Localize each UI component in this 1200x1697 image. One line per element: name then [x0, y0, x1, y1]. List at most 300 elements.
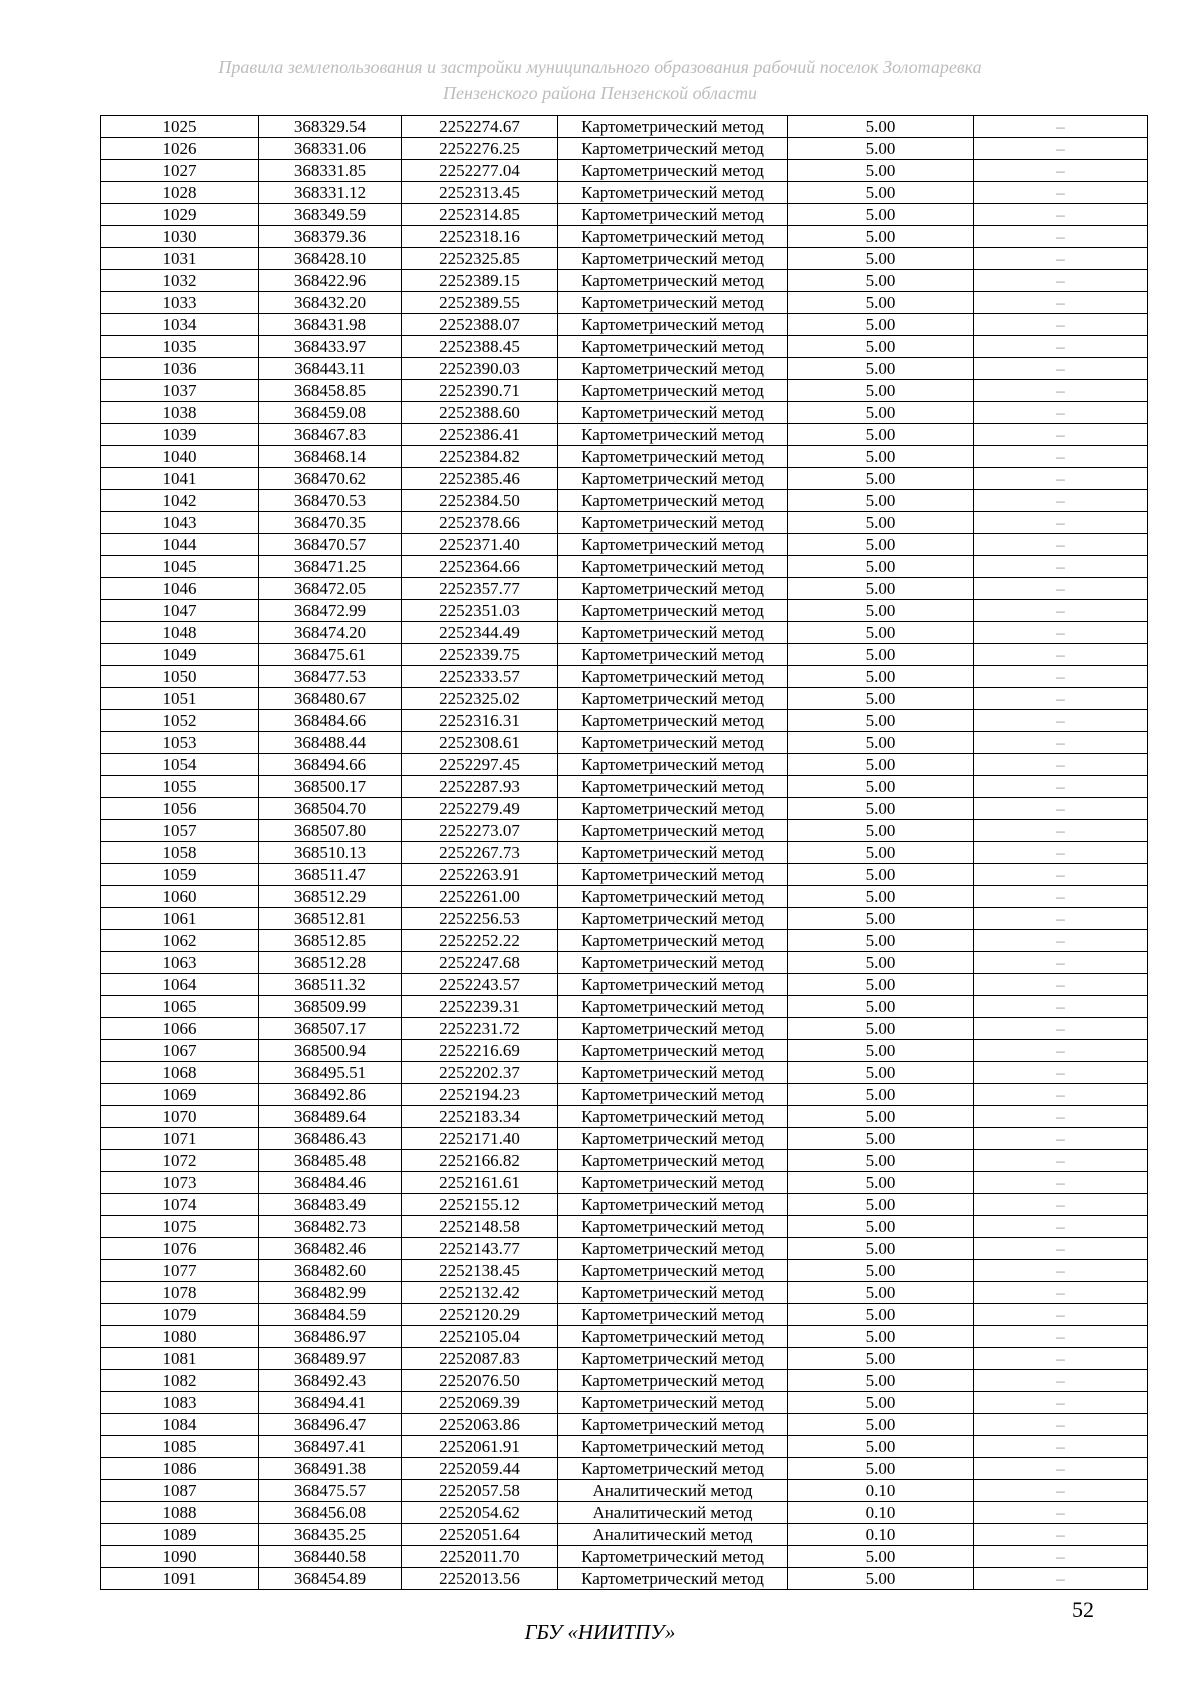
note-cell: –: [974, 490, 1148, 512]
y-coordinate-cell: 2252333.57: [402, 666, 558, 688]
table-row: [101, 974, 1148, 996]
point-number-cell: 1062: [101, 930, 259, 952]
point-number-cell: 1045: [101, 556, 259, 578]
table-row: [101, 1414, 1148, 1436]
x-coordinate-cell: 368484.66: [259, 710, 402, 732]
y-coordinate-cell: 2252325.02: [402, 688, 558, 710]
y-coordinate-cell: 2252243.57: [402, 974, 558, 996]
y-coordinate-cell: 2252287.93: [402, 776, 558, 798]
point-number-cell: 1056: [101, 798, 259, 820]
x-coordinate-cell: 368492.43: [259, 1370, 402, 1392]
point-number-cell: 1064: [101, 974, 259, 996]
accuracy-cell: 5.00: [788, 1018, 974, 1040]
note-cell: –: [974, 468, 1148, 490]
y-coordinate-cell: 2252318.16: [402, 226, 558, 248]
x-coordinate-cell: 368488.44: [259, 732, 402, 754]
method-cell: Картометрический метод: [558, 1084, 788, 1106]
accuracy-cell: 5.00: [788, 1458, 974, 1480]
accuracy-cell: 5.00: [788, 182, 974, 204]
table-row: [101, 1436, 1148, 1458]
x-coordinate-cell: 368486.43: [259, 1128, 402, 1150]
x-coordinate-cell: 368492.86: [259, 1084, 402, 1106]
method-cell: Картометрический метод: [558, 1326, 788, 1348]
point-number-cell: 1036: [101, 358, 259, 380]
method-cell: Картометрический метод: [558, 886, 788, 908]
y-coordinate-cell: 2252378.66: [402, 512, 558, 534]
page-header: [100, 54, 1100, 106]
accuracy-cell: 5.00: [788, 578, 974, 600]
method-cell: Аналитический метод: [558, 1480, 788, 1502]
y-coordinate-cell: 2252161.61: [402, 1172, 558, 1194]
table-row: [101, 732, 1148, 754]
point-number-cell: 1041: [101, 468, 259, 490]
table-row: [101, 1018, 1148, 1040]
table-row: [101, 908, 1148, 930]
y-coordinate-cell: 2252063.86: [402, 1414, 558, 1436]
note-cell: –: [974, 512, 1148, 534]
x-coordinate-cell: 368494.41: [259, 1392, 402, 1414]
accuracy-cell: 5.00: [788, 336, 974, 358]
table-row: [101, 1392, 1148, 1414]
x-coordinate-cell: 368331.85: [259, 160, 402, 182]
x-coordinate-cell: 368486.97: [259, 1326, 402, 1348]
note-cell: –: [974, 1348, 1148, 1370]
table-row: [101, 226, 1148, 248]
accuracy-cell: 5.00: [788, 1172, 974, 1194]
table-row: [101, 688, 1148, 710]
point-number-cell: 1079: [101, 1304, 259, 1326]
method-cell: Картометрический метод: [558, 1304, 788, 1326]
y-coordinate-cell: 2252059.44: [402, 1458, 558, 1480]
method-cell: Картометрический метод: [558, 732, 788, 754]
method-cell: Картометрический метод: [558, 974, 788, 996]
table-row: [101, 512, 1148, 534]
method-cell: Картометрический метод: [558, 622, 788, 644]
method-cell: Картометрический метод: [558, 1216, 788, 1238]
y-coordinate-cell: 2252384.50: [402, 490, 558, 512]
y-coordinate-cell: 2252364.66: [402, 556, 558, 578]
method-cell: Картометрический метод: [558, 1282, 788, 1304]
x-coordinate-cell: 368507.17: [259, 1018, 402, 1040]
table-row: [101, 578, 1148, 600]
point-number-cell: 1076: [101, 1238, 259, 1260]
point-number-cell: 1073: [101, 1172, 259, 1194]
table-row: [101, 1524, 1148, 1546]
note-cell: –: [974, 1458, 1148, 1480]
y-coordinate-cell: 2252054.62: [402, 1502, 558, 1524]
accuracy-cell: 5.00: [788, 1062, 974, 1084]
method-cell: Аналитический метод: [558, 1502, 788, 1524]
y-coordinate-cell: 2252155.12: [402, 1194, 558, 1216]
note-cell: –: [974, 754, 1148, 776]
method-cell: Картометрический метод: [558, 204, 788, 226]
table-row: [101, 314, 1148, 336]
method-cell: Картометрический метод: [558, 1238, 788, 1260]
note-cell: –: [974, 996, 1148, 1018]
note-cell: –: [974, 710, 1148, 732]
table-row: [101, 1458, 1148, 1480]
point-number-cell: 1071: [101, 1128, 259, 1150]
point-number-cell: 1068: [101, 1062, 259, 1084]
method-cell: Картометрический метод: [558, 1392, 788, 1414]
point-number-cell: 1075: [101, 1216, 259, 1238]
method-cell: Картометрический метод: [558, 1128, 788, 1150]
x-coordinate-cell: 368468.14: [259, 446, 402, 468]
x-coordinate-cell: 368443.11: [259, 358, 402, 380]
accuracy-cell: 5.00: [788, 974, 974, 996]
accuracy-cell: 5.00: [788, 402, 974, 424]
y-coordinate-cell: 2252216.69: [402, 1040, 558, 1062]
note-cell: –: [974, 1216, 1148, 1238]
point-number-cell: 1029: [101, 204, 259, 226]
point-number-cell: 1027: [101, 160, 259, 182]
y-coordinate-cell: 2252183.34: [402, 1106, 558, 1128]
y-coordinate-cell: 2252351.03: [402, 600, 558, 622]
table-row: [101, 1348, 1148, 1370]
method-cell: Картометрический метод: [558, 468, 788, 490]
x-coordinate-cell: 368470.53: [259, 490, 402, 512]
note-cell: –: [974, 1018, 1148, 1040]
method-cell: Картометрический метод: [558, 512, 788, 534]
y-coordinate-cell: 2252314.85: [402, 204, 558, 226]
y-coordinate-cell: 2252273.07: [402, 820, 558, 842]
y-coordinate-cell: 2252279.49: [402, 798, 558, 820]
method-cell: Картометрический метод: [558, 1194, 788, 1216]
accuracy-cell: 5.00: [788, 886, 974, 908]
x-coordinate-cell: 368484.46: [259, 1172, 402, 1194]
method-cell: Картометрический метод: [558, 1106, 788, 1128]
y-coordinate-cell: 2252316.31: [402, 710, 558, 732]
x-coordinate-cell: 368472.99: [259, 600, 402, 622]
table-row: [101, 358, 1148, 380]
accuracy-cell: 5.00: [788, 732, 974, 754]
x-coordinate-cell: 368507.80: [259, 820, 402, 842]
note-cell: –: [974, 292, 1148, 314]
accuracy-cell: 5.00: [788, 160, 974, 182]
accuracy-cell: 5.00: [788, 1216, 974, 1238]
x-coordinate-cell: 368470.57: [259, 534, 402, 556]
note-cell: –: [974, 1326, 1148, 1348]
y-coordinate-cell: 2252297.45: [402, 754, 558, 776]
y-coordinate-cell: 2252386.41: [402, 424, 558, 446]
accuracy-cell: 5.00: [788, 622, 974, 644]
method-cell: Картометрический метод: [558, 754, 788, 776]
x-coordinate-cell: 368504.70: [259, 798, 402, 820]
x-coordinate-cell: 368485.48: [259, 1150, 402, 1172]
note-cell: –: [974, 974, 1148, 996]
table-row: [101, 138, 1148, 160]
point-number-cell: 1033: [101, 292, 259, 314]
point-number-cell: 1063: [101, 952, 259, 974]
table-row: [101, 1172, 1148, 1194]
accuracy-cell: 5.00: [788, 666, 974, 688]
method-cell: Картометрический метод: [558, 1370, 788, 1392]
y-coordinate-cell: 2252388.07: [402, 314, 558, 336]
x-coordinate-cell: 368433.97: [259, 336, 402, 358]
table-row: [101, 600, 1148, 622]
note-cell: –: [974, 952, 1148, 974]
y-coordinate-cell: 2252087.83: [402, 1348, 558, 1370]
point-number-cell: 1054: [101, 754, 259, 776]
y-coordinate-cell: 2252388.60: [402, 402, 558, 424]
accuracy-cell: 5.00: [788, 424, 974, 446]
point-number-cell: 1066: [101, 1018, 259, 1040]
accuracy-cell: 5.00: [788, 776, 974, 798]
point-number-cell: 1057: [101, 820, 259, 842]
point-number-cell: 1065: [101, 996, 259, 1018]
method-cell: Картометрический метод: [558, 138, 788, 160]
x-coordinate-cell: 368470.35: [259, 512, 402, 534]
point-number-cell: 1051: [101, 688, 259, 710]
y-coordinate-cell: 2252277.04: [402, 160, 558, 182]
table-row: [101, 1568, 1148, 1590]
point-number-cell: 1083: [101, 1392, 259, 1414]
accuracy-cell: 5.00: [788, 358, 974, 380]
method-cell: Картометрический метод: [558, 644, 788, 666]
accuracy-cell: 5.00: [788, 248, 974, 270]
method-cell: Картометрический метод: [558, 1458, 788, 1480]
y-coordinate-cell: 2252194.23: [402, 1084, 558, 1106]
y-coordinate-cell: 2252013.56: [402, 1568, 558, 1590]
method-cell: Картометрический метод: [558, 490, 788, 512]
table-row: [101, 1546, 1148, 1568]
table-row: [101, 1282, 1148, 1304]
accuracy-cell: 5.00: [788, 1370, 974, 1392]
table-row: [101, 930, 1148, 952]
table-row: [101, 776, 1148, 798]
point-number-cell: 1090: [101, 1546, 259, 1568]
point-number-cell: 1059: [101, 864, 259, 886]
table-row: [101, 1260, 1148, 1282]
method-cell: Картометрический метод: [558, 1018, 788, 1040]
point-number-cell: 1074: [101, 1194, 259, 1216]
note-cell: –: [974, 644, 1148, 666]
x-coordinate-cell: 368471.25: [259, 556, 402, 578]
method-cell: Картометрический метод: [558, 1568, 788, 1590]
method-cell: Картометрический метод: [558, 1172, 788, 1194]
table-row: [101, 644, 1148, 666]
method-cell: Картометрический метод: [558, 314, 788, 336]
method-cell: Картометрический метод: [558, 1414, 788, 1436]
note-cell: –: [974, 556, 1148, 578]
method-cell: Картометрический метод: [558, 534, 788, 556]
accuracy-cell: 0.10: [788, 1502, 974, 1524]
point-number-cell: 1069: [101, 1084, 259, 1106]
note-cell: –: [974, 666, 1148, 688]
point-number-cell: 1058: [101, 842, 259, 864]
y-coordinate-cell: 2252076.50: [402, 1370, 558, 1392]
x-coordinate-cell: 368500.17: [259, 776, 402, 798]
method-cell: Картометрический метод: [558, 182, 788, 204]
point-number-cell: 1035: [101, 336, 259, 358]
x-coordinate-cell: 368489.64: [259, 1106, 402, 1128]
x-coordinate-cell: 368422.96: [259, 270, 402, 292]
note-cell: –: [974, 138, 1148, 160]
x-coordinate-cell: 368509.99: [259, 996, 402, 1018]
point-number-cell: 1089: [101, 1524, 259, 1546]
note-cell: –: [974, 1568, 1148, 1590]
table-row: [101, 556, 1148, 578]
x-coordinate-cell: 368500.94: [259, 1040, 402, 1062]
note-cell: –: [974, 688, 1148, 710]
note-cell: –: [974, 1436, 1148, 1458]
point-number-cell: 1044: [101, 534, 259, 556]
table-row: [101, 1480, 1148, 1502]
accuracy-cell: 5.00: [788, 468, 974, 490]
note-cell: –: [974, 534, 1148, 556]
x-coordinate-cell: 368480.67: [259, 688, 402, 710]
note-cell: –: [974, 380, 1148, 402]
note-cell: –: [974, 226, 1148, 248]
table-row: [101, 952, 1148, 974]
x-coordinate-cell: 368477.53: [259, 666, 402, 688]
table-row: [101, 446, 1148, 468]
method-cell: Картометрический метод: [558, 820, 788, 842]
table-row: [101, 1128, 1148, 1150]
note-cell: –: [974, 622, 1148, 644]
x-coordinate-cell: 368432.20: [259, 292, 402, 314]
accuracy-cell: 5.00: [788, 1106, 974, 1128]
point-number-cell: 1034: [101, 314, 259, 336]
table-row: [101, 754, 1148, 776]
method-cell: Картометрический метод: [558, 424, 788, 446]
note-cell: –: [974, 1062, 1148, 1084]
y-coordinate-cell: 2252132.42: [402, 1282, 558, 1304]
y-coordinate-cell: 2252138.45: [402, 1260, 558, 1282]
x-coordinate-cell: 368349.59: [259, 204, 402, 226]
note-cell: –: [974, 1106, 1148, 1128]
method-cell: Картометрический метод: [558, 864, 788, 886]
accuracy-cell: 5.00: [788, 688, 974, 710]
note-cell: –: [974, 1370, 1148, 1392]
note-cell: –: [974, 1524, 1148, 1546]
point-number-cell: 1031: [101, 248, 259, 270]
method-cell: Картометрический метод: [558, 1040, 788, 1062]
accuracy-cell: 5.00: [788, 952, 974, 974]
note-cell: –: [974, 1392, 1148, 1414]
y-coordinate-cell: 2252069.39: [402, 1392, 558, 1414]
note-cell: –: [974, 1502, 1148, 1524]
point-number-cell: 1025: [101, 116, 259, 138]
y-coordinate-cell: 2252239.31: [402, 996, 558, 1018]
y-coordinate-cell: 2252385.46: [402, 468, 558, 490]
method-cell: Картометрический метод: [558, 908, 788, 930]
point-number-cell: 1052: [101, 710, 259, 732]
method-cell: Картометрический метод: [558, 1546, 788, 1568]
accuracy-cell: 5.00: [788, 1084, 974, 1106]
method-cell: Картометрический метод: [558, 292, 788, 314]
note-cell: –: [974, 1172, 1148, 1194]
note-cell: –: [974, 600, 1148, 622]
accuracy-cell: 5.00: [788, 1040, 974, 1062]
x-coordinate-cell: 368512.29: [259, 886, 402, 908]
table-row: [101, 1238, 1148, 1260]
note-cell: –: [974, 1150, 1148, 1172]
note-cell: –: [974, 886, 1148, 908]
x-coordinate-cell: 368331.06: [259, 138, 402, 160]
point-number-cell: 1061: [101, 908, 259, 930]
note-cell: –: [974, 1480, 1148, 1502]
method-cell: Картометрический метод: [558, 600, 788, 622]
y-coordinate-cell: 2252389.15: [402, 270, 558, 292]
accuracy-cell: 5.00: [788, 1150, 974, 1172]
header-line-2: Пензенского района Пензенской области: [442, 83, 758, 103]
point-number-cell: 1070: [101, 1106, 259, 1128]
table-row: [101, 1370, 1148, 1392]
accuracy-cell: 5.00: [788, 820, 974, 842]
page-number: 52: [1072, 1597, 1094, 1622]
point-number-cell: 1080: [101, 1326, 259, 1348]
note-cell: –: [974, 864, 1148, 886]
y-coordinate-cell: 2252389.55: [402, 292, 558, 314]
accuracy-cell: 5.00: [788, 116, 974, 138]
header-line-1: Правила землепользования и застройки муниципального образования рабочий поселок Золотаревка: [218, 57, 982, 77]
method-cell: Картометрический метод: [558, 556, 788, 578]
note-cell: –: [974, 248, 1148, 270]
x-coordinate-cell: 368489.97: [259, 1348, 402, 1370]
accuracy-cell: 5.00: [788, 710, 974, 732]
note-cell: –: [974, 160, 1148, 182]
point-number-cell: 1049: [101, 644, 259, 666]
x-coordinate-cell: 368496.47: [259, 1414, 402, 1436]
x-coordinate-cell: 368512.81: [259, 908, 402, 930]
method-cell: Картометрический метод: [558, 402, 788, 424]
table-row: [101, 182, 1148, 204]
x-coordinate-cell: 368495.51: [259, 1062, 402, 1084]
x-coordinate-cell: 368482.99: [259, 1282, 402, 1304]
y-coordinate-cell: 2252339.75: [402, 644, 558, 666]
x-coordinate-cell: 368331.12: [259, 182, 402, 204]
note-cell: –: [974, 732, 1148, 754]
y-coordinate-cell: 2252011.70: [402, 1546, 558, 1568]
accuracy-cell: 5.00: [788, 1326, 974, 1348]
method-cell: Картометрический метод: [558, 666, 788, 688]
table-row: [101, 160, 1148, 182]
table-row: [101, 1150, 1148, 1172]
x-coordinate-cell: 368431.98: [259, 314, 402, 336]
method-cell: Картометрический метод: [558, 1348, 788, 1370]
table-row: [101, 1304, 1148, 1326]
note-cell: –: [974, 776, 1148, 798]
table-row: [101, 798, 1148, 820]
table-row: [101, 534, 1148, 556]
table-row: [101, 1106, 1148, 1128]
accuracy-cell: 0.10: [788, 1480, 974, 1502]
point-number-cell: 1030: [101, 226, 259, 248]
y-coordinate-cell: 2252357.77: [402, 578, 558, 600]
x-coordinate-cell: 368428.10: [259, 248, 402, 270]
table-row: [101, 1194, 1148, 1216]
note-cell: –: [974, 446, 1148, 468]
accuracy-cell: 5.00: [788, 226, 974, 248]
y-coordinate-cell: 2252325.85: [402, 248, 558, 270]
table-row: [101, 996, 1148, 1018]
accuracy-cell: 5.00: [788, 600, 974, 622]
accuracy-cell: 5.00: [788, 1194, 974, 1216]
y-coordinate-cell: 2252267.73: [402, 842, 558, 864]
point-number-cell: 1077: [101, 1260, 259, 1282]
note-cell: –: [974, 182, 1148, 204]
x-coordinate-cell: 368494.66: [259, 754, 402, 776]
method-cell: Картометрический метод: [558, 952, 788, 974]
note-cell: –: [974, 270, 1148, 292]
accuracy-cell: 5.00: [788, 996, 974, 1018]
accuracy-cell: 5.00: [788, 930, 974, 952]
point-number-cell: 1078: [101, 1282, 259, 1304]
y-coordinate-cell: 2252120.29: [402, 1304, 558, 1326]
accuracy-cell: 5.00: [788, 754, 974, 776]
x-coordinate-cell: 368454.89: [259, 1568, 402, 1590]
